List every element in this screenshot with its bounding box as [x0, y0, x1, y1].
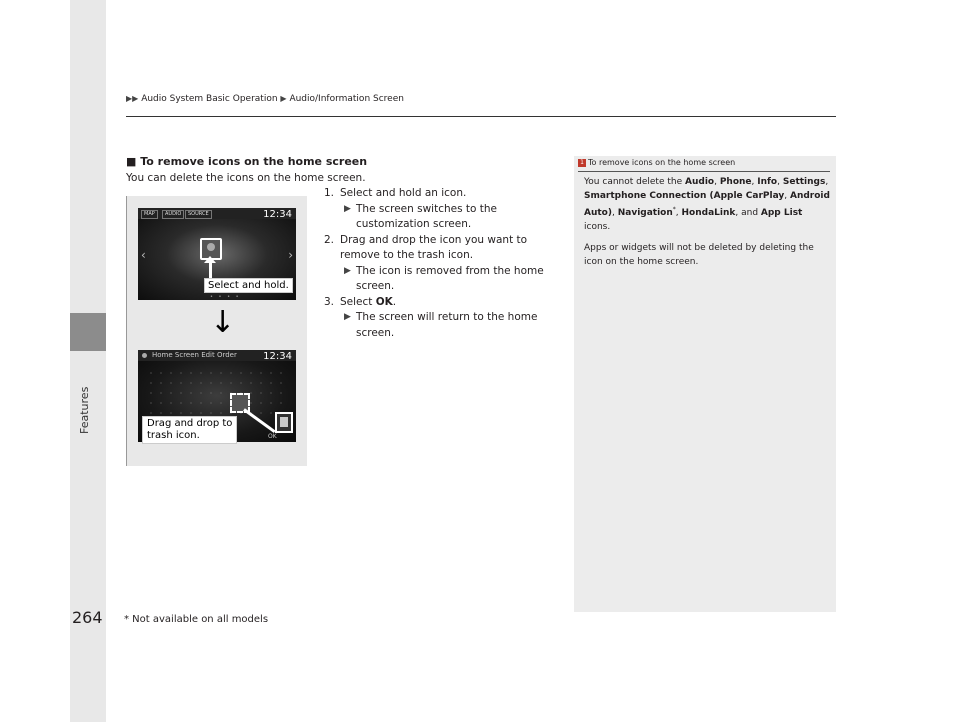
edit-screen-title: Home Screen Edit Order	[152, 351, 237, 359]
step-1: 1. Select and hold an icon.	[324, 187, 467, 199]
section-heading: ■ To remove icons on the home screen	[126, 155, 368, 168]
step-3-result: ▶ The screen will return to the home screen.	[344, 311, 538, 339]
chevron-right-icon: ›	[288, 248, 293, 262]
audio-button: AUDIO	[162, 210, 184, 219]
breadcrumb-arrow-icon: ▶▶	[126, 94, 139, 103]
breadcrumb-arrow-icon: ▶	[280, 94, 287, 103]
select-hold-callout: Select and hold.	[204, 278, 293, 293]
side-note-body	[584, 176, 830, 269]
step-2: 2. Drag and drop the icon you want to remove to the trash icon.	[324, 233, 528, 261]
result-arrow-icon: ▶	[344, 265, 351, 276]
down-arrow-icon: ↓	[210, 305, 236, 340]
page-number: 264	[72, 608, 103, 627]
screen-topbar	[138, 350, 296, 361]
steps-list	[324, 186, 564, 341]
footnote: * Not available on all models	[124, 614, 269, 625]
clock: 12:34	[263, 209, 292, 220]
illustration-panel	[126, 196, 307, 466]
up-arrow-stem	[209, 260, 212, 278]
panel-edge	[126, 196, 127, 466]
step-2-result: ▶ The icon is removed from the home screen.	[344, 264, 544, 292]
page-dots: • • • •	[210, 294, 241, 300]
clock: 12:34	[263, 351, 292, 362]
step-3: 3. Select OK.	[324, 295, 397, 308]
side-note-heading: 1 To remove icons on the home screen	[578, 158, 735, 167]
side-note-rule	[578, 171, 830, 172]
note-icon: 1	[578, 159, 586, 167]
result-arrow-icon: ▶	[344, 312, 351, 322]
result-arrow-icon: ▶	[344, 203, 351, 214]
breadcrumb-item[interactable]: Audio/Information Screen	[289, 94, 404, 104]
drag-drop-callout: Drag and drop to trash icon.	[142, 416, 237, 444]
breadcrumb	[126, 94, 404, 104]
chapter-label: Features	[78, 386, 91, 434]
map-button: MAP	[141, 210, 158, 219]
header-rule	[126, 116, 836, 117]
trash-icon	[275, 412, 293, 433]
source-button: SOURCE	[185, 210, 212, 219]
square-bullet-icon: ■	[126, 155, 137, 168]
section-intro: You can delete the icons on the home screen.	[126, 172, 366, 184]
step-1-result: ▶ The screen switches to the customization screen.	[344, 202, 498, 230]
breadcrumb-item[interactable]: Audio System Basic Operation	[141, 94, 278, 104]
icon-grid	[146, 368, 286, 416]
note-paragraph: You cannot delete the Audio, Phone, Info, Settings, Smartphone Connection (Apple CarPlay, Android Auto), Navigation*, HondaLink, and App List icons.	[584, 177, 830, 232]
chevron-left-icon: ‹	[141, 248, 146, 262]
screen-topbar	[138, 208, 296, 219]
home-icon	[142, 353, 147, 358]
note-paragraph: Apps or widgets will not be deleted by deleting the icon on the home screen.	[584, 243, 814, 267]
ok-button: OK	[268, 433, 277, 440]
